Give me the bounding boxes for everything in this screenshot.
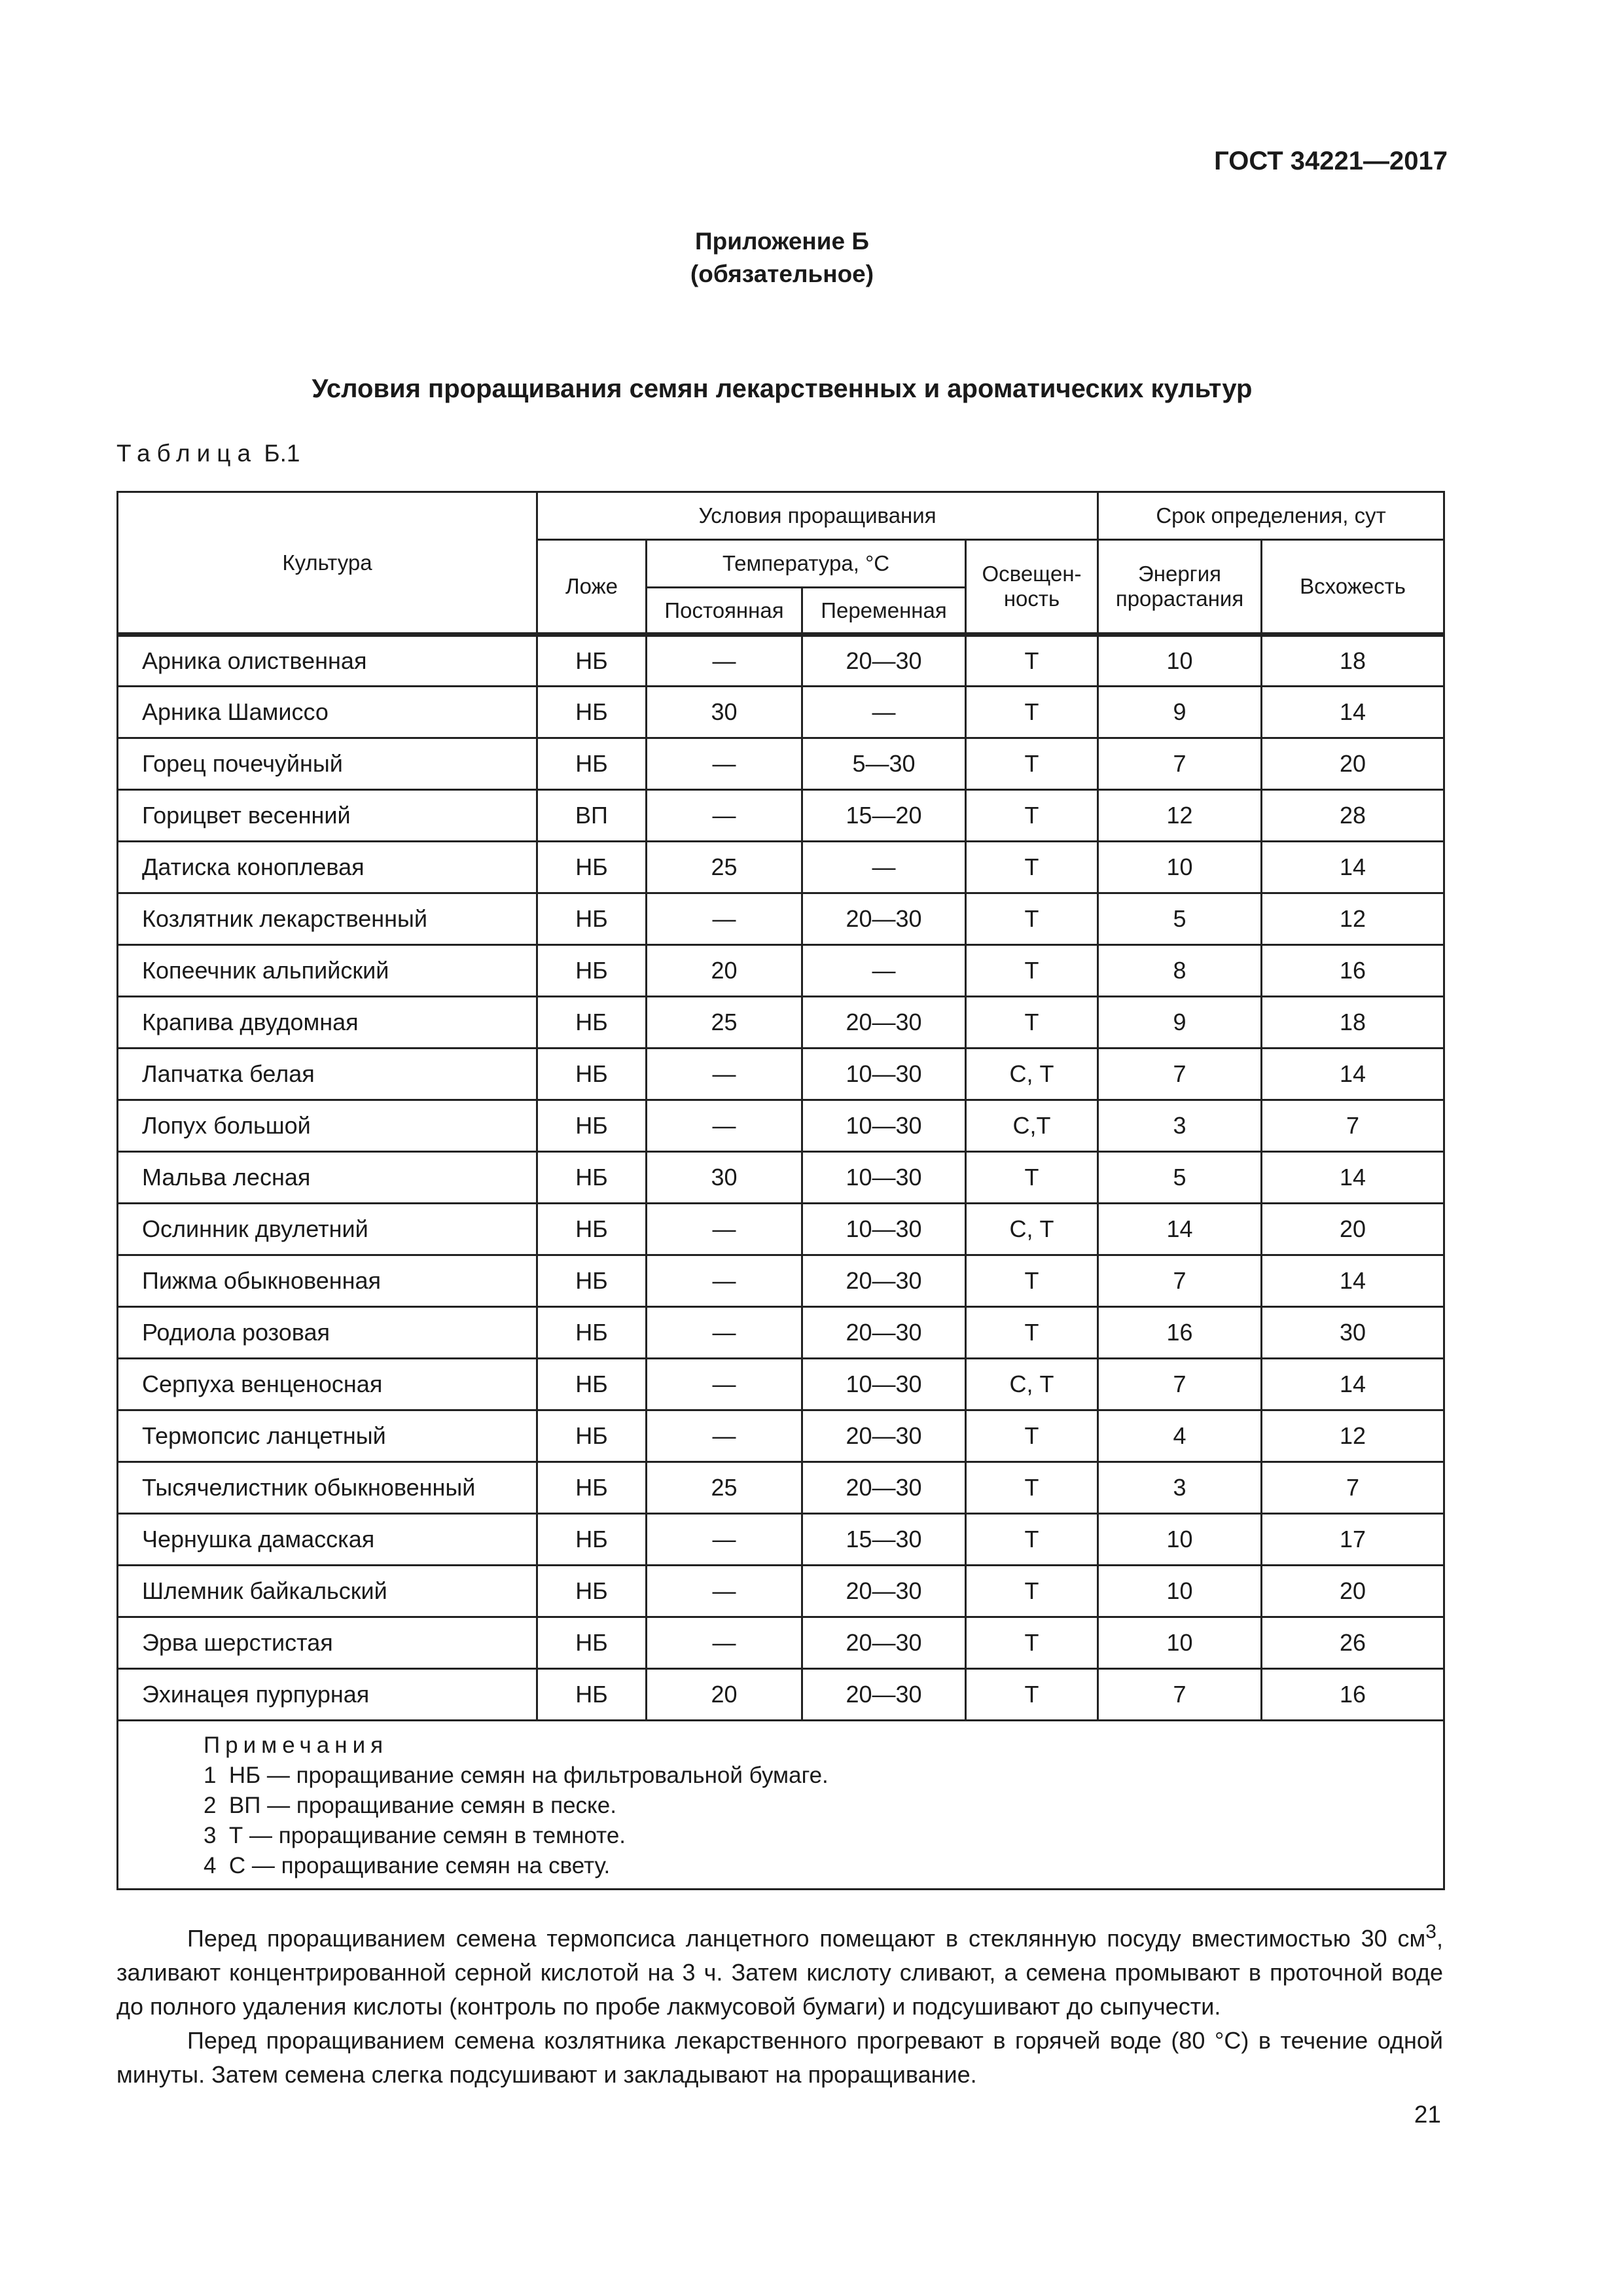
table-row [118,1204,1444,1255]
cell-lighting: С, Т [966,1049,1098,1100]
table-label-number: Б.1 [264,440,300,467]
cell-energy: 9 [1098,687,1262,738]
cell-temp-variable: 20—30 [802,1669,966,1721]
cell-germination: 7 [1262,1100,1444,1152]
cell-temp-constant: — [647,1307,802,1359]
cell-lighting: Т [966,842,1098,893]
notes-title: Примечания [204,1732,389,1758]
cell-lighting: Т [966,1514,1098,1566]
cell-germination: 17 [1262,1514,1444,1566]
cell-germination: 20 [1262,1204,1444,1255]
cell-temp-variable: 20—30 [802,997,966,1049]
cell-bed: НБ [537,635,647,687]
cell-bed: НБ [537,1100,647,1152]
table-row [118,1359,1444,1410]
cell-temp-variable: 20—30 [802,1307,966,1359]
cell-germination: 14 [1262,1359,1444,1410]
header-germination: Всхожесть [1262,540,1444,635]
cell-temp-variable: — [802,945,966,997]
header-energy: Энергия прорастания [1098,540,1262,635]
cell-germination: 12 [1262,893,1444,945]
cell-temp-variable: 10—30 [802,1100,966,1152]
table-label-prefix: Таблица [116,440,258,467]
germination-table [116,491,1445,1890]
cell-culture-name: Горицвет весенний [118,790,537,842]
cell-temp-variable: 10—30 [802,1049,966,1100]
table-row [118,945,1444,997]
cell-temp-variable: 20—30 [802,1566,966,1617]
cell-temp-constant: — [647,1514,802,1566]
cell-temp-constant: 25 [647,842,802,893]
cell-culture-name: Датиска коноплевая [118,842,537,893]
cell-bed: НБ [537,1514,647,1566]
header-lighting: Освещен-ность [966,540,1098,635]
cell-bed: НБ [537,1462,647,1514]
cell-temp-constant: — [647,1617,802,1669]
header-bed: Ложе [537,540,647,635]
cell-temp-variable: 20—30 [802,1617,966,1669]
cell-culture-name: Тысячелистник обыкновенный [118,1462,537,1514]
paragraph-1-continuation: , заливают концентрированной серной кислотой на 3 ч. Затем кислоту сливают, а семена промывают в проточной воде до полного удаления кислоты (контроль по пробе лакмусовой бумаги) и подсушивают до сыпучести. [116,1925,1443,2020]
cell-temp-variable: — [802,687,966,738]
cell-temp-constant: — [647,1566,802,1617]
table-row [118,1669,1444,1721]
table-row [118,790,1444,842]
section-title: Условия проращивания семян лекарственных и ароматических культур [312,374,1253,403]
cell-culture-name: Арника Шамиссо [118,687,537,738]
header-variable: Переменная [802,588,966,635]
cell-germination: 12 [1262,1410,1444,1462]
cell-lighting: Т [966,893,1098,945]
cell-lighting: Т [966,687,1098,738]
cell-temp-constant: — [647,1410,802,1462]
cell-culture-name: Крапива двудомная [118,997,537,1049]
cell-temp-constant: — [647,1204,802,1255]
cell-culture-name: Ослинник двулетний [118,1204,537,1255]
cell-germination: 14 [1262,1152,1444,1204]
cell-bed: НБ [537,1204,647,1255]
table-row [118,1410,1444,1462]
cell-germination: 16 [1262,945,1444,997]
cell-culture-name: Арника олиственная [118,635,537,687]
cell-temp-variable: 15—30 [802,1514,966,1566]
cell-bed: НБ [537,842,647,893]
table-row [118,1049,1444,1100]
table-row [118,842,1444,893]
cell-bed: НБ [537,687,647,738]
cell-temp-variable: 20—30 [802,635,966,687]
cell-energy: 7 [1098,1669,1262,1721]
cell-lighting: Т [966,1617,1098,1669]
cell-lighting: Т [966,997,1098,1049]
table-row [118,1514,1444,1566]
cell-bed: НБ [537,1152,647,1204]
cell-lighting: Т [966,1462,1098,1514]
cell-energy: 10 [1098,1566,1262,1617]
cell-germination: 14 [1262,1255,1444,1307]
page-number: 21 [1414,2101,1441,2128]
header-temperature: Температура, °С [647,540,966,588]
cell-lighting: Т [966,1307,1098,1359]
cell-germination: 28 [1262,790,1444,842]
table-row [118,893,1444,945]
cell-bed: НБ [537,1307,647,1359]
cell-germination: 20 [1262,738,1444,790]
table-row [118,1100,1444,1152]
cell-lighting: С,Т [966,1100,1098,1152]
cell-germination: 20 [1262,1566,1444,1617]
cell-bed: НБ [537,738,647,790]
cell-lighting: Т [966,635,1098,687]
cell-germination: 7 [1262,1462,1444,1514]
cell-lighting: Т [966,1669,1098,1721]
cell-lighting: С, Т [966,1204,1098,1255]
cell-culture-name: Родиола розовая [118,1307,537,1359]
header-culture: Культура [118,492,537,635]
cell-bed: НБ [537,1566,647,1617]
cell-lighting: Т [966,1152,1098,1204]
cell-energy: 5 [1098,1152,1262,1204]
cell-culture-name: Лопух большой [118,1100,537,1152]
cell-energy: 7 [1098,1049,1262,1100]
table-row [118,1617,1444,1669]
cell-energy: 16 [1098,1307,1262,1359]
cell-culture-name: Эрва шерстистая [118,1617,537,1669]
cell-temp-constant: 20 [647,1669,802,1721]
cell-temp-variable: 20—30 [802,893,966,945]
cell-culture-name: Серпуха венценосная [118,1359,537,1410]
cell-culture-name: Термопсис ланцетный [118,1410,537,1462]
cell-germination: 14 [1262,1049,1444,1100]
cell-germination: 18 [1262,635,1444,687]
header-constant: Постоянная [647,588,802,635]
cell-lighting: Т [966,790,1098,842]
appendix-title: Приложение Б [695,228,869,255]
cell-temp-constant: — [647,790,802,842]
cell-energy: 12 [1098,790,1262,842]
cell-energy: 10 [1098,842,1262,893]
cell-temp-constant: — [647,1049,802,1100]
header-term: Срок определения, сут [1098,492,1444,540]
cell-bed: НБ [537,997,647,1049]
cell-temp-variable: 20—30 [802,1410,966,1462]
cell-temp-constant: — [647,1100,802,1152]
cell-lighting: Т [966,1410,1098,1462]
cell-temp-constant: 30 [647,687,802,738]
cell-culture-name: Мальва лесная [118,1152,537,1204]
cell-bed: НБ [537,1049,647,1100]
cell-culture-name: Шлемник байкальский [118,1566,537,1617]
paragraph-thermopsis [116,1915,1443,2092]
cell-bed: ВП [537,790,647,842]
cell-bed: НБ [537,1255,647,1307]
cell-temp-variable: 5—30 [802,738,966,790]
cell-germination: 16 [1262,1669,1444,1721]
appendix-heading [0,225,1564,291]
header-conditions: Условия проращивания [537,492,1098,540]
cell-germination: 14 [1262,687,1444,738]
cell-energy: 3 [1098,1462,1262,1514]
table-row [118,1152,1444,1204]
cell-lighting: Т [966,1566,1098,1617]
cell-energy: 14 [1098,1204,1262,1255]
cell-bed: НБ [537,945,647,997]
cell-energy: 7 [1098,1255,1262,1307]
table-row [118,1566,1444,1617]
table-row [118,635,1444,687]
note-item: 3 Т — проращивание семян в темноте. [204,1823,626,1848]
cell-temp-variable: 20—30 [802,1462,966,1514]
cell-temp-variable: 10—30 [802,1359,966,1410]
cell-lighting: Т [966,945,1098,997]
cell-germination: 14 [1262,842,1444,893]
table-row [118,1307,1444,1359]
cell-lighting: С, Т [966,1359,1098,1410]
cell-culture-name: Копеечник альпийский [118,945,537,997]
cell-temp-variable: — [802,842,966,893]
cell-culture-name: Пижма обыкновенная [118,1255,537,1307]
cell-temp-constant: — [647,1359,802,1410]
cell-temp-constant: — [647,893,802,945]
cell-temp-constant: 25 [647,1462,802,1514]
cell-energy: 7 [1098,738,1262,790]
table-row [118,997,1444,1049]
note-item: 2 ВП — проращивание семян в песке. [204,1793,616,1818]
cell-lighting: Т [966,738,1098,790]
appendix-status: (обязательное) [690,260,874,287]
cell-energy: 3 [1098,1100,1262,1152]
cell-energy: 9 [1098,997,1262,1049]
cell-temp-constant: 25 [647,997,802,1049]
cell-temp-constant: — [647,738,802,790]
note-item: 4 С — проращивание семян на свету. [204,1853,611,1878]
cell-temp-variable: 10—30 [802,1152,966,1204]
cell-energy: 7 [1098,1359,1262,1410]
cell-bed: НБ [537,1617,647,1669]
table-row [118,738,1444,790]
cell-energy: 8 [1098,945,1262,997]
standard-number: ГОСТ 34221—2017 [1214,147,1448,175]
cell-temp-variable: 15—20 [802,790,966,842]
cell-germination: 30 [1262,1307,1444,1359]
cell-lighting: Т [966,1255,1098,1307]
cell-temp-variable: 20—30 [802,1255,966,1307]
cell-bed: НБ [537,1359,647,1410]
table-notes [118,1721,1444,1890]
cell-culture-name: Горец почечуйный [118,738,537,790]
cell-temp-variable: 10—30 [802,1204,966,1255]
cell-bed: НБ [537,893,647,945]
cell-germination: 18 [1262,997,1444,1049]
table-row [118,1462,1444,1514]
table-label [116,440,300,467]
cell-temp-constant: — [647,1255,802,1307]
cell-energy: 10 [1098,1617,1262,1669]
cell-bed: НБ [537,1669,647,1721]
cell-germination: 26 [1262,1617,1444,1669]
cell-energy: 10 [1098,1514,1262,1566]
cell-energy: 5 [1098,893,1262,945]
notes-row [118,1721,1444,1890]
cell-culture-name: Козлятник лекарственный [118,893,537,945]
cell-culture-name: Чернушка дамасская [118,1514,537,1566]
cell-temp-constant: — [647,635,802,687]
cell-temp-constant: 30 [647,1152,802,1204]
table-row [118,687,1444,738]
cell-temp-constant: 20 [647,945,802,997]
cell-energy: 10 [1098,635,1262,687]
cell-culture-name: Эхинацея пурпурная [118,1669,537,1721]
table-row [118,1255,1444,1307]
note-item: 1 НБ — проращивание семян на фильтровальной бумаге. [204,1763,829,1788]
paragraph-1-text: Перед проращиванием семена термопсиса ланцетного помещают в стеклянную посуду вместимостью 30 см [187,1925,1426,1952]
cell-bed: НБ [537,1410,647,1462]
cell-energy: 4 [1098,1410,1262,1462]
cell-culture-name: Лапчатка белая [118,1049,537,1100]
paragraph-goatsrue: Перед проращиванием семена козлятника лекарственного прогревают в горячей воде (80 °С) в течение одной минуты. Затем семена слегка подсушивают и закладывают на проращивание. [116,2027,1443,2088]
superscript: 3 [1425,1921,1436,1943]
